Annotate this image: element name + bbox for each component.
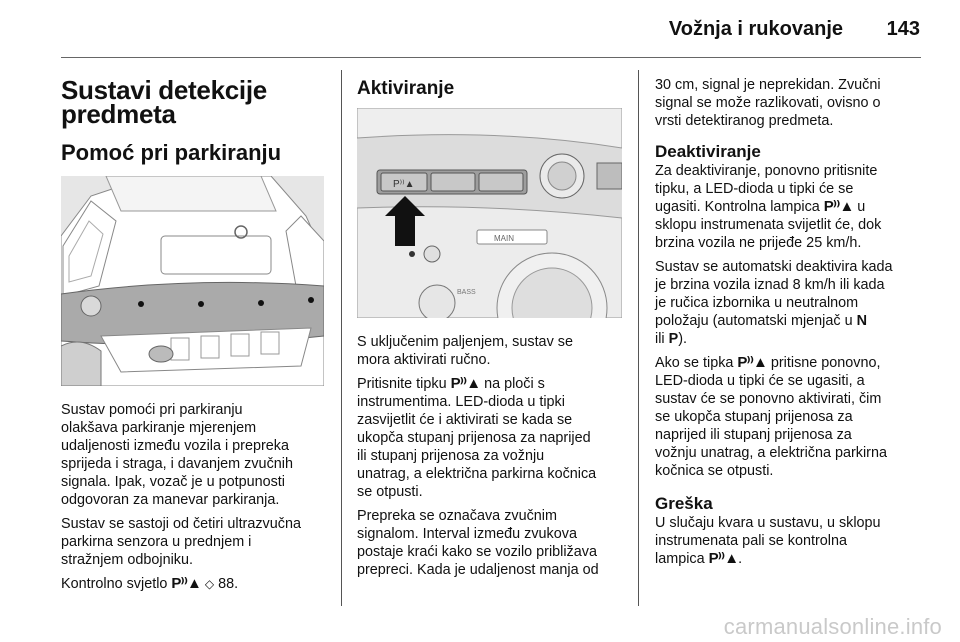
left-body-text [61, 401, 336, 599]
left-column [61, 75, 331, 166]
paragraph-control-light: Kontrolno svjetlo P⁾⁾▲ ◇ 88. [61, 575, 239, 592]
paragraph-press-button: Pritisnite tipku P⁾⁾▲ na ploči s instrumentima. LED-dioda u tipki zasvijetlit će i aktivirati se kada se ukopča stupanj prijenosa za naprijed ili stupanj prijenosa za vožnju unatrag, a električna parkirna kočnica se otpusti. [357, 375, 597, 500]
dash-small-label: BASS [457, 289, 476, 296]
page-header [0, 18, 960, 48]
column-divider-2 [638, 70, 639, 606]
car-rear-drawing [61, 176, 324, 386]
parking-assist-icon: P⁾⁾▲ [708, 550, 739, 567]
running-title: Vožnja i rukovanje [668, 18, 843, 40]
dashboard-illustration [357, 108, 622, 318]
paragraph-fault: U slučaju kvara u sustavu, u sklopu instrumenata pali se kontrolna lampica P⁾⁾▲. [655, 515, 881, 567]
dash-main-label: MAIN [494, 234, 514, 243]
page-number: 143 [886, 18, 920, 40]
column-divider-1 [341, 70, 342, 606]
car-rear-illustration [61, 176, 324, 386]
parking-assist-icon: P⁾⁾▲ [823, 198, 854, 215]
right-column [655, 76, 950, 574]
subsection-title: Pomoć pri parkiranju [61, 140, 282, 165]
section-title: Sustavi detekcije predmeta [61, 75, 267, 129]
paragraph-continuous-signal: 30 cm, signal je neprekidan. Zvučni signal se može razlikovati, ovisno o vrsti detektiranog predmeta. [655, 77, 881, 129]
gear-n-label: N [856, 313, 867, 329]
dashboard-drawing [357, 108, 622, 318]
middle-column-heading [357, 78, 627, 100]
header-rule [61, 57, 921, 58]
paragraph-manual-activation: S uključenim paljenjem, sustav se mora aktivirati ručno. [357, 334, 573, 368]
paragraph-deactivate: Za deaktiviranje, ponovno pritisnite tipku, a LED-dioda u tipki će se ugasiti. Kontrolna lampica P⁾⁾▲ u sklopu instrumenata svijetlit će, dok brzina vozila ne prijeđe 25 km/h. [655, 163, 882, 251]
paragraph-auto-deactivate: Sustav se automatski deaktivira kada je brzina vozila iznad 8 km/h ili kada je ručica izbornika u neutralnom položaju (automatski mjenjač u N ili P). [655, 259, 893, 347]
paragraph-obstacle-signal: Prepreka se označava zvučnim signalom. Interval između zvukova postaje kraći kako se vozilo približava prepreci. Kada je udaljenost manja od [357, 508, 599, 578]
dash-parking-label: P⁾⁾▲ [393, 179, 415, 190]
paragraph-parking-intro: Sustav pomoći pri parkiranju olakšava parkiranje mjerenjem udaljenosti između vozila i prepreka sprijeda i straga, i davanjem zvučnih signala. Ipak, vozač je u potpunosti odgovoran za manevar parkiranja. [61, 402, 293, 508]
watermark: carmanualsonline.info [723, 614, 942, 639]
heading-fault: Greška [655, 494, 713, 513]
page-reference: 88. [218, 576, 239, 592]
parking-assist-off-icon: P⁾⁾▲ [737, 354, 767, 371]
parking-assist-icon: P⁾⁾▲ [450, 375, 481, 392]
page-reference-icon: ◇ [204, 577, 215, 591]
gear-p-label: P [668, 331, 679, 347]
paragraph-press-again: Ako se tipka P⁾⁾▲ pritisne ponovno, LED-dioda u tipki će se ugasiti, a sustav će se ponovno aktivirati, čim se ukopča stupanj prijenosa za naprijed ili stupanj prijenosa za vožnju unatrag, a električna parkirna kočnica se otpusti. [655, 354, 887, 479]
heading-activation: Aktiviranje [357, 78, 455, 99]
middle-body-text [357, 333, 637, 585]
parking-assist-icon: P⁾⁾▲ [171, 575, 201, 592]
paragraph-sensors: Sustav se sastoji od četiri ultrazvučna parkirna senzora u prednjem i stražnjem odbojniku. [61, 516, 301, 568]
heading-deactivation: Deaktiviranje [655, 142, 761, 161]
